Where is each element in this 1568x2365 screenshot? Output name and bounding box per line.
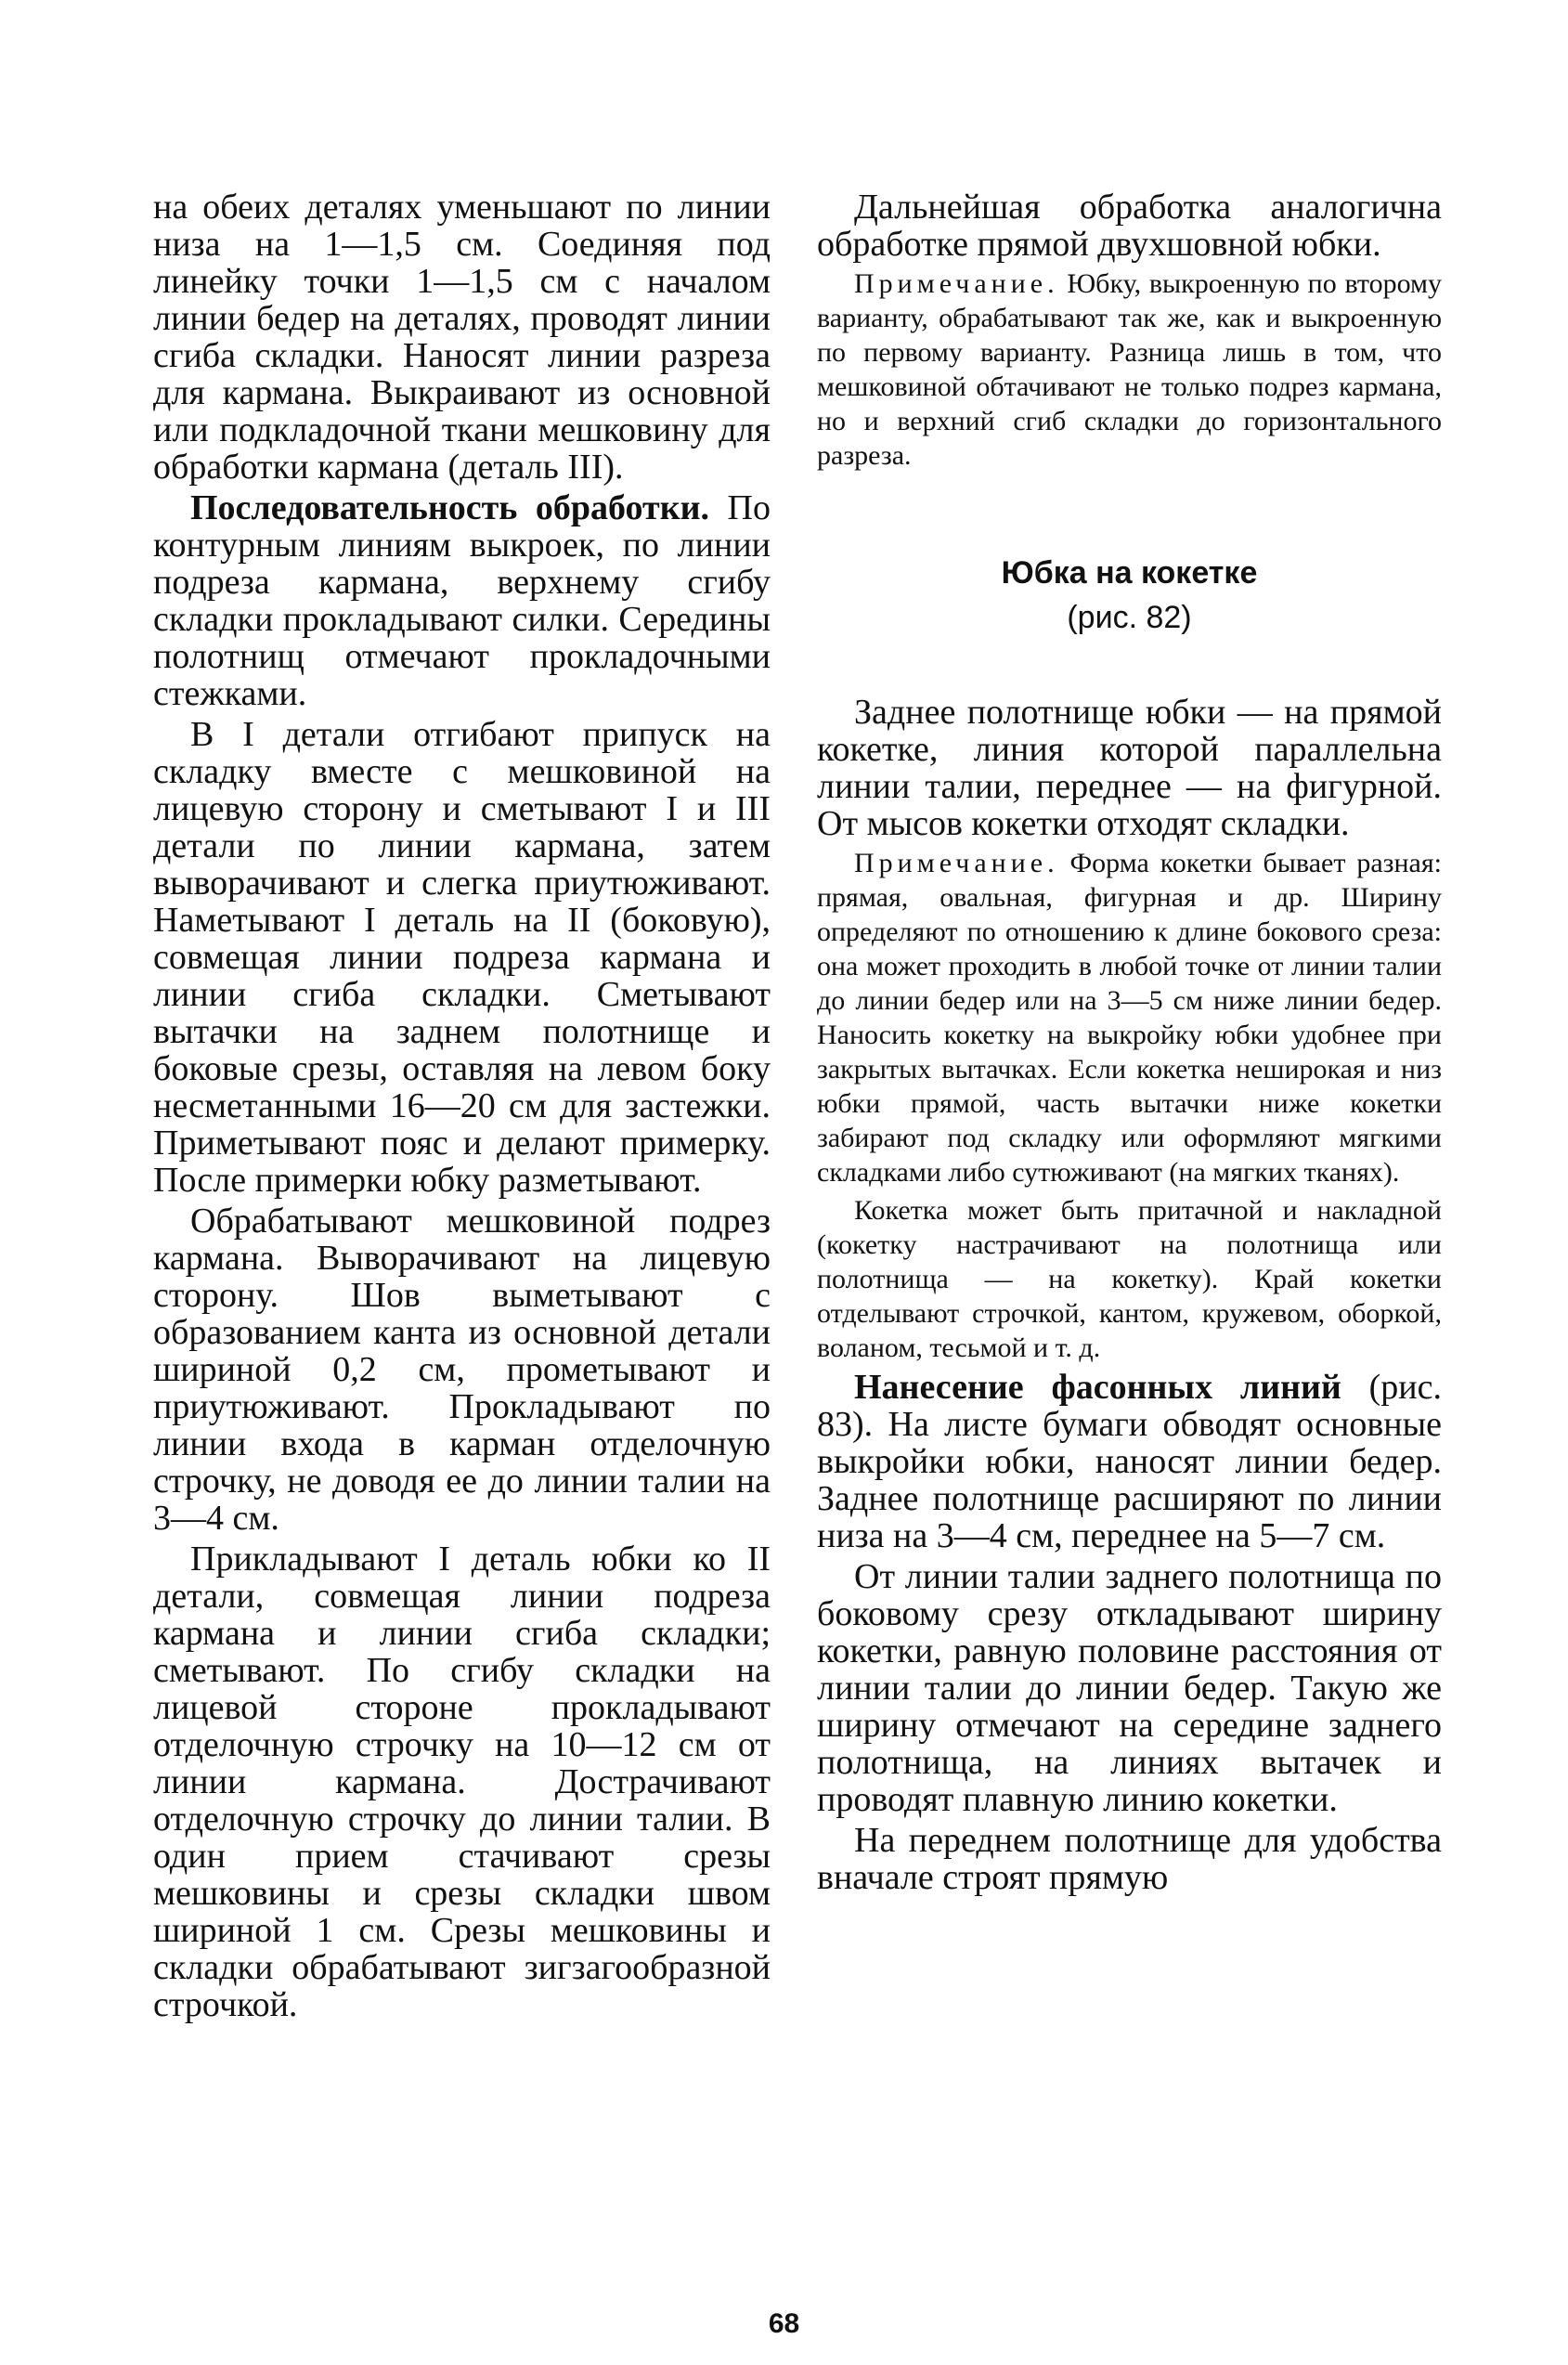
note: Кокетка может быть притачной и накладной (кокетку настрачивают на полотнища или полотнища — на кокетку). Край кокетки отделывают строчкой, кантом, кружевом, оборкой, воланом, тесьмой и т. д. xyxy=(817,1195,1442,1363)
paragraph: В I детали отгибают припуск на складку вместе с мешковиной на лицевую сторону и сметывают I и III детали по линии кармана, затем выворачивают и слегка приутюживают. Наметывают I деталь на II (боковую), совмещая линии подреза кармана и линии сгиба складки. Сметывают вытачки на заднем полотнище и боковые срезы, оставляя на левом боку несметанными 16—20 см для застежки. Приметывают пояс и делают примерку. После примерки юбку разметывают. xyxy=(153,715,771,1200)
paragraph-text: (рис. 83). На листе бумаги обводят основные выкройки юбки, наносят линии бедер. Заднее полотнище расширяют по линии низа на 3—4 см, переднее на 5—7 см. xyxy=(817,1368,1442,1555)
page-number: 68 xyxy=(768,2308,800,2339)
note xyxy=(817,846,1442,1189)
paragraph: Дальнейшая обработка аналогична обработке прямой двухшовной юбки. xyxy=(817,188,1442,264)
left-column xyxy=(153,188,771,2023)
note-label: Примечание. xyxy=(854,268,1059,299)
run-in-heading: Нанесение фасонных линий xyxy=(854,1368,1341,1407)
run-in-heading: Последовательность обработки. xyxy=(190,488,710,527)
paragraph: На переднем полотнище для удобства вначале строят прямую xyxy=(817,1821,1442,1897)
paragraph: Заднее полотнище юбки — на прямой кокетке, линия которой параллельна линии талии, переднее — на фигурной. От мысов кокетки отходят складки. xyxy=(817,693,1442,843)
note-text: Форма кокетки бывает разная: прямая, овальная, фигурная и др. Ширину определяют по отношению к длине бокового среза: она может проходить в любой точке от линии талии до линии бедер или на 3—5 см ниже линии бедер. Наносить кокетку на выкройку юбки удобнее при закрытых вытачках. Если кокетка неширокая и низ юбки прямой, часть вытачки ниже кокетки забирают под складку или оформляют мягкими складками либо сутюживают (на мягких тканях). xyxy=(817,848,1442,1188)
right-column xyxy=(817,188,1442,1896)
note-label: Примечание. xyxy=(854,848,1059,878)
note xyxy=(817,266,1442,473)
paragraph xyxy=(153,489,771,712)
paragraph: Обрабатывают мешковиной подрез кармана. Выворачивают на лицевую сторону. Шов выметывают с образованием канта из основной детали шириной 0,2 см, прометывают и приутюживают. Прокладывают по линии входа в карман отделочную строчку, не доводя ее до линии талии на 3—4 см. xyxy=(153,1202,771,1538)
figure-reference: (рис. 82) xyxy=(1067,600,1192,635)
paragraph: Прикладывают I деталь юбки ко II детали, совмещая линии подреза кармана и линии сгиба складки; сметывают. По сгибу складки на лицевой стороне прокладывают отделочную строчку на 10—12 см от линии кармана. Дострачивают отделочную строчку до линии талии. В один прием стачивают срезы мешковины и срезы складки швом шириной 1 см. Срезы мешковины и складки обрабатывают зигзагообразной строчкой. xyxy=(153,1540,771,2024)
section-heading xyxy=(817,551,1442,640)
section-title: Юбка на кокетке xyxy=(1001,555,1258,591)
paragraph: От линии талии заднего полотнища по боковому срезу откладывают ширину кокетки, равную половине расстояния от линии талии до линии бедер. Такую же ширину отмечают на середине заднего полотнища, на линиях вытачек и проводят плавную линию кокетки. xyxy=(817,1557,1442,1819)
paragraph xyxy=(817,1369,1442,1554)
paragraph-text: По контурным линиям выкроек, по линии подреза кармана, верхнему сгибу складки прокладывают силки. Середины полотнищ отмечают прокладочными стежками. xyxy=(153,488,771,713)
note-text: Юбку, выкроенную по второму варианту, обрабатывают так же, как и выкроенную по первому варианту. Разница лишь в том, что мешковиной обтачивают не только подрез кармана, но и верхний сгиб складки до горизонтального разреза. xyxy=(817,268,1442,471)
paragraph: на обеих деталях уменьшают по линии низа на 1—1,5 см. Соединяя под линейку точки 1—1,5 см с началом линии бедер на деталях, проводят линии сгиба складки. Наносят линии разреза для кармана. Выкраивают из основной или подкладочной ткани мешковину для обработки кармана (деталь III). xyxy=(153,188,771,487)
